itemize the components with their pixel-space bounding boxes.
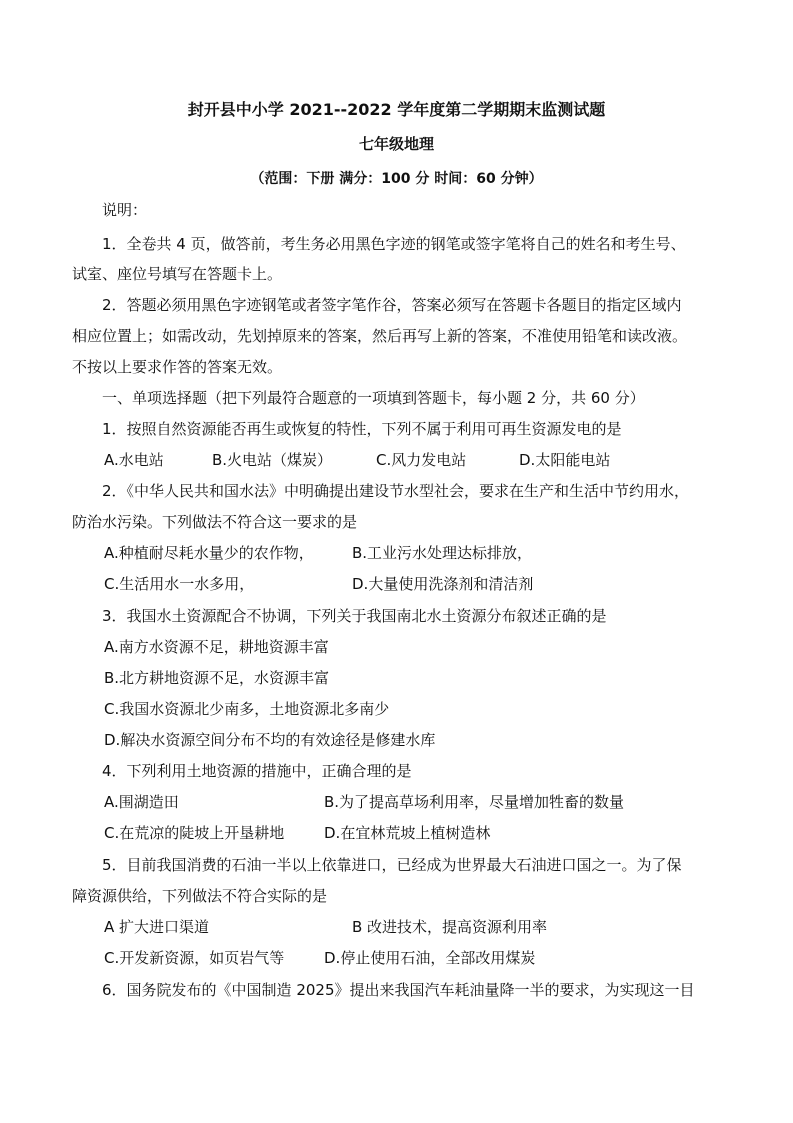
question-4-option-b: B.为了提高草场利用率，尽量增加牲畜的数量 [324, 793, 625, 811]
question-5-stem-line-1: 5．目前我国消费的石油一半以上依靠进口，已经成为世界最大石油进口国之一。为了保 [102, 856, 682, 874]
question-5-option-a: A 扩大进口渠道 [104, 918, 210, 936]
question-5-option-d: D.停止使用石油，全部改用煤炭 [324, 949, 536, 967]
question-2-stem-line-1: 2．《中华人民共和国水法》中明确提出建设节水型社会，要求在生产和生活中节约用水， [102, 482, 690, 500]
instruction-2-line-3: 不按以上要求作答的答案无效。 [72, 358, 283, 376]
question-2-option-a: A.种植耐尽耗水量少的农作物， [104, 544, 314, 562]
instructions-heading: 说明： [102, 201, 148, 219]
question-1-option-a: A.水电站 [104, 451, 164, 469]
question-3-stem: 3．我国水土资源配合不协调，下列关于我国南北水土资源分布叙述正确的是 [102, 607, 607, 625]
question-6-stem: 6．国务院发布的《中国制造 2025》提出来我国汽车耗油量降一半的要求，为实现这一目 [102, 981, 695, 999]
question-2-option-c: C.生活用水一水多用， [104, 575, 255, 593]
exam-title: 封开县中小学 2021--2022 学年度第二学期期末监测试题 [187, 100, 606, 119]
instruction-1-line-1: 1．全卷共 4 页，做答前，考生务必用黑色字迹的钢笔或签字笔将自己的姓名和考生号、 [102, 235, 686, 253]
question-5-stem-line-2: 障资源供给，下列做法不符合实际的是 [72, 887, 328, 905]
question-3-option-c: C.我国水资源北少南多，土地资源北多南少 [104, 700, 390, 718]
question-1-stem: 1．按照自然资源能否再生或恢复的特性，下列不属于利用可再生资源发电的是 [102, 420, 622, 438]
instruction-2-line-2: 相应位置上；如需改动，先划掉原来的答案，然后再写上新的答案，不准使用铅笔和读改液。 [72, 327, 688, 345]
question-2-option-d: D.大量使用洗涤剂和清洁剂 [352, 575, 534, 593]
question-4-stem: 4．下列利用土地资源的措施中，正确合理的是 [102, 762, 412, 780]
question-5-option-c: C.开发新资源，如页岩气等 [104, 949, 285, 967]
question-3-option-d: D.解决水资源空间分布不均的有效途径是修建水库 [104, 731, 436, 749]
exam-range: （范围：下册 满分：100 分 时间：60 分钟） [250, 171, 543, 187]
question-5-option-b: B 改进技术，提高资源利用率 [352, 918, 548, 936]
question-2-stem-line-2: 防治水污染。下列做法不符合这一要求的是 [72, 513, 358, 531]
question-1-option-b: B.火电站（煤炭） [212, 451, 333, 469]
grade-subject: 七年级地理 [358, 135, 434, 153]
question-3-option-b: B.北方耕地资源不足，水资源丰富 [104, 669, 330, 687]
question-1-option-c: C.风力发电站 [376, 451, 467, 469]
question-4-option-d: D.在宜林荒坡上植树造林 [324, 824, 491, 842]
question-3-option-a: A.南方水资源不足，耕地资源丰富 [104, 638, 329, 656]
question-4-option-a: A.围湖造田 [104, 793, 179, 811]
section-1-heading: 一、单项选择题（把下列最符合题意的一项填到答题卡，每小题 2 分，共 60 分） [102, 389, 645, 407]
question-4-option-c: C.在荒凉的陡坡上开垦耕地 [104, 824, 285, 842]
question-2-option-b: B.工业污水处理达标排放， [352, 544, 533, 562]
instruction-2-line-1: 2．答题必须用黑色字迹钢笔或者签字笔作谷，答案必须写在答题卡各题目的指定区域内 [102, 296, 682, 314]
question-1-option-d: D.太阳能电站 [519, 451, 611, 469]
instruction-1-line-2: 试室、座位号填写在答题卡上。 [72, 265, 283, 283]
